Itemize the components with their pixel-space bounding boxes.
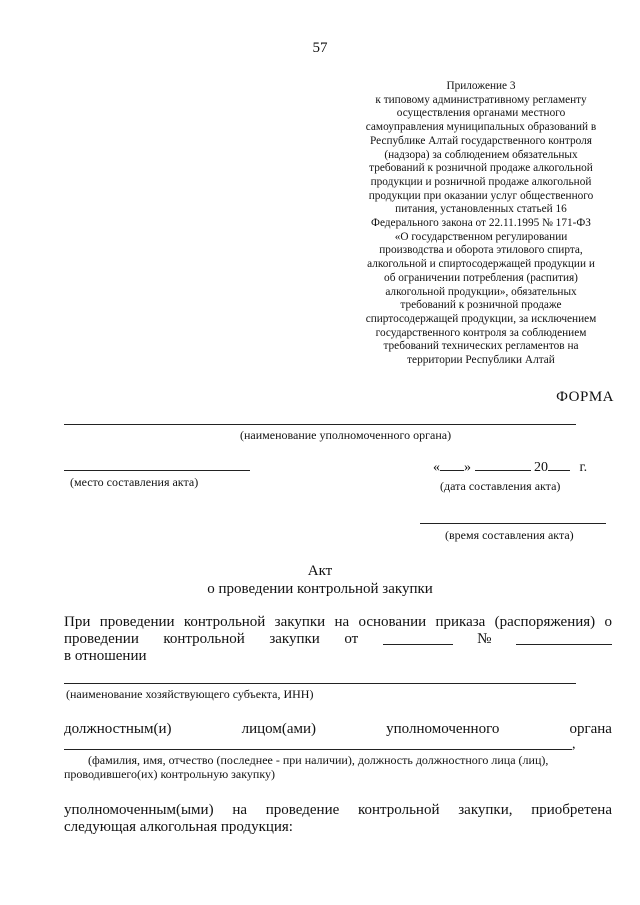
official-row: [64, 721, 612, 738]
word: проведении: [99, 614, 175, 630]
year-blank[interactable]: [548, 458, 570, 471]
entity-field[interactable]: [64, 683, 576, 684]
word: закупки: [274, 614, 326, 630]
appendix-line: алкогольной продукции», обязательных: [385, 285, 577, 298]
appendix-line: Федерального закона от 22.11.1995 № 171-ФЗ: [371, 217, 591, 230]
appendix-line: самоуправления муниципальных образований в: [365, 121, 597, 134]
appendix-line: производства и оборота этилового спирта,: [379, 244, 583, 257]
authority-field[interactable]: [64, 424, 576, 425]
word: на: [232, 802, 248, 818]
word: приобретена: [531, 802, 612, 818]
appendix-line: Приложение 3: [446, 80, 516, 92]
number-sign: №: [477, 631, 492, 647]
date-caption: (дата составления акта): [440, 479, 561, 493]
word: о: [604, 614, 612, 630]
appendix-line: алкогольной и спиртосодержащей продукции и: [367, 258, 595, 271]
intro-row-2: [64, 631, 612, 648]
official-comma: ,: [572, 737, 576, 752]
document-subtitle: о проведении контрольной закупки: [207, 581, 433, 597]
appendix-line: (надзора) за соблюдением обязательных: [384, 148, 578, 161]
word: контрольной: [163, 631, 245, 647]
word: приказа: [435, 614, 486, 630]
appendix-line: об ограничении потребления (распития): [384, 271, 578, 284]
word: контрольной: [183, 614, 266, 630]
word: уполномоченным(ыми): [64, 802, 214, 818]
word: проведение: [265, 802, 340, 818]
place-field[interactable]: [64, 470, 250, 471]
page-number: 57: [312, 40, 328, 56]
appendix-line: требований к розничной продаже алкогольной: [369, 162, 593, 175]
day-blank[interactable]: [440, 458, 464, 471]
official-field[interactable]: [64, 749, 572, 750]
appendix-line: питания, установленных статьей 16: [395, 203, 567, 216]
time-field[interactable]: [420, 523, 606, 524]
appendix-line: спиртосодержащей продукции, за исключением: [365, 312, 597, 325]
appendix-line: территории Республики Алтай: [407, 354, 555, 367]
intro-paragraph: [64, 614, 612, 665]
word: органа: [569, 721, 612, 737]
official-caption-line-1: (фамилия, имя, отчество (последнее - при наличии), должность должностного лица (лиц),: [88, 753, 549, 767]
appendix-line: Республике Алтай государственного контроля: [370, 134, 592, 147]
document-title: Акт: [307, 563, 333, 579]
entity-caption: (наименование хозяйствующего субъекта, ИНН): [66, 687, 314, 701]
time-caption: (время составления акта): [445, 528, 574, 542]
word: на: [334, 614, 350, 630]
appendix-line: продукции при оказании услуг общественного: [368, 189, 594, 202]
date-open-quote: «: [433, 460, 440, 475]
word: от: [344, 631, 359, 647]
intro-row-1: [64, 614, 612, 631]
appendix-header: [350, 80, 612, 368]
month-blank[interactable]: [475, 458, 531, 471]
appendix-line: продукции и розничной продаже алкогольной: [370, 175, 592, 188]
appendix-line: к типовому административному регламенту: [375, 93, 587, 106]
final-paragraph: [64, 802, 612, 836]
appendix-line: требований технических регламентов на: [383, 340, 579, 353]
word: лицом(ами): [241, 721, 317, 737]
date-close-quote: »: [464, 460, 471, 475]
appendix-line: осуществления органами местного: [396, 107, 566, 120]
authority-caption: (наименование уполномоченного органа): [240, 428, 452, 442]
place-caption: (место составления акта): [70, 475, 199, 489]
order-number-blank[interactable]: [516, 631, 612, 645]
order-date-blank[interactable]: [383, 631, 453, 645]
word: закупки,: [458, 802, 513, 818]
word: закупки: [269, 631, 320, 647]
word: контрольной: [358, 802, 440, 818]
word: При: [64, 614, 91, 630]
appendix-line: «О государственном регулировании: [394, 230, 568, 243]
word: уполномоченного: [386, 721, 500, 737]
word: (распоряжения): [494, 614, 596, 630]
word: проведении: [64, 631, 139, 647]
word: должностным(и): [64, 721, 172, 737]
final-row-2: следующая алкогольная продукция:: [64, 819, 293, 835]
year-prefix: 20: [534, 460, 548, 475]
official-caption-line-2: проводившего(их) контрольную закупку): [64, 767, 275, 781]
year-suffix: г.: [579, 460, 588, 475]
word: основании: [358, 614, 427, 630]
appendix-line: требований к розничной продаже: [400, 299, 562, 312]
intro-row-3: в отношении: [64, 648, 147, 664]
appendix-line: государственного контроля за соблюдением: [375, 326, 587, 339]
form-label: ФОРМА: [556, 389, 614, 405]
date-field[interactable]: [433, 458, 587, 476]
